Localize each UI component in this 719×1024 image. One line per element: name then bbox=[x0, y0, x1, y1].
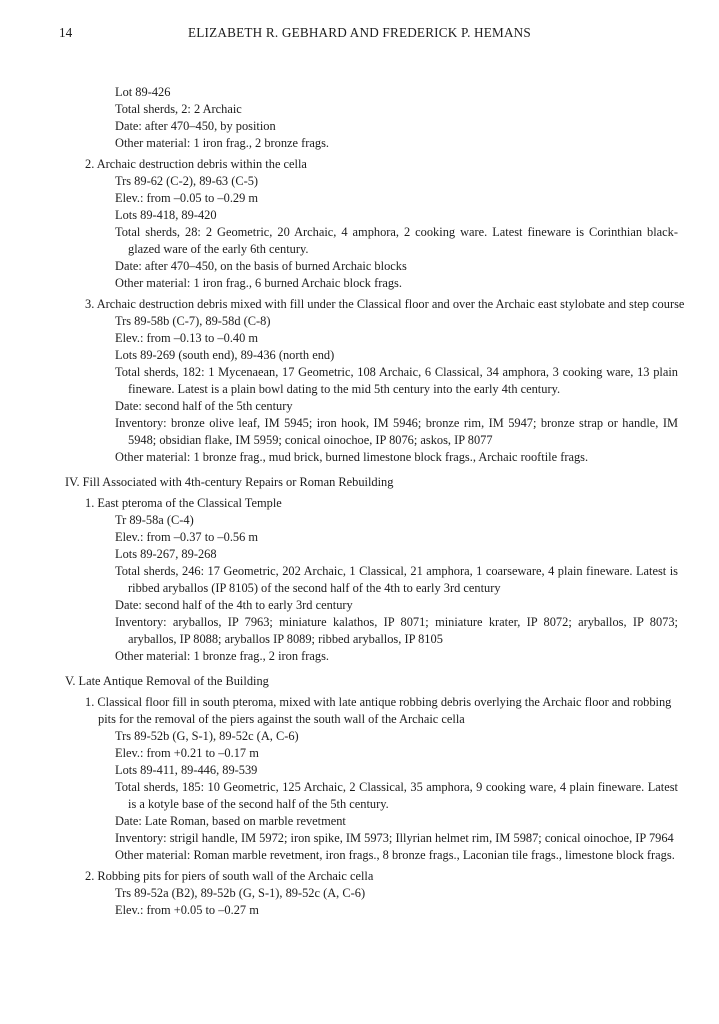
inventory-line: Inventory: bronze olive leaf, IM 5945; iron hook, IM 5946; bronze rim, IM 5947; bronze strap or handle, IM 5948; obsidian flake, IM 5959; conical oinochoe, IP 8076; askos, IP 8077 bbox=[115, 416, 678, 447]
inventory-line: Inventory: strigil handle, IM 5972; iron spike, IM 5973; Illyrian helmet rim, IM 5987; conical oinochoe, IP 7964 bbox=[115, 831, 674, 845]
lots-line: Lots 89-411, 89-446, 89-539 bbox=[115, 763, 258, 777]
inventory-line: Inventory: aryballos, IP 7963; miniature kalathos, IP 8071; miniature krater, IP 8072; aryballos, IP 8073; aryballos, IP 8088; aryballos IP 8089; ribbed aryballos, IP 8105 bbox=[115, 615, 678, 646]
trenches-line: Trs 89-52b (G, S-1), 89-52c (A, C-6) bbox=[115, 729, 299, 743]
trenches-line: Trs 89-58b (C-7), 89-58d (C-8) bbox=[115, 314, 271, 328]
date-line: Date: after 470–450, on the basis of burned Archaic blocks bbox=[115, 259, 407, 273]
elevation-line: Elev.: from –0.13 to –0.40 m bbox=[115, 331, 259, 345]
date-line: Date: second half of the 4th to early 3rd century bbox=[115, 598, 353, 612]
page-number: 14 bbox=[59, 25, 73, 40]
sherds-line: Total sherds, 246: 17 Geometric, 202 Archaic, 1 Classical, 21 amphora, 1 coarseware, 4 plain fineware. Latest is ribbed aryballos (IP 8105) of the second half of the 4th to early 3rd century bbox=[115, 564, 678, 595]
running-head: ELIZABETH R. GEBHARD AND FREDERICK P. HEMANS bbox=[188, 25, 531, 40]
subsection-heading: 2. Archaic destruction debris within the cella bbox=[85, 157, 307, 171]
lot-line: Lot 89-426 bbox=[115, 85, 171, 99]
trench-line: Tr 89-58a (C-4) bbox=[115, 513, 194, 527]
page-header bbox=[0, 25, 719, 45]
subsection-heading: 2. Robbing pits for piers of south wall of the Archaic cella bbox=[85, 869, 374, 883]
trenches-line: Trs 89-62 (C-2), 89-63 (C-5) bbox=[115, 174, 259, 188]
section-heading: IV. Fill Associated with 4th-century Repairs or Roman Rebuilding bbox=[65, 475, 394, 489]
other-material-line: Other material: 1 iron frag., 6 burned Archaic block frags. bbox=[115, 276, 402, 290]
sherds-line: Total sherds, 2: 2 Archaic bbox=[115, 102, 242, 116]
date-line: Date: after 470–450, by position bbox=[115, 119, 276, 133]
other-material-line: Other material: 1 bronze frag., 2 iron frags. bbox=[115, 649, 329, 663]
section-heading: V. Late Antique Removal of the Building bbox=[65, 674, 269, 688]
sherds-line: Total sherds, 182: 1 Mycenaean, 17 Geometric, 108 Archaic, 6 Classical, 34 amphora, 3 cooking ware, 13 plain fineware. Latest is a plain bowl dating to the mid 5th century into the early 4th century. bbox=[115, 365, 678, 396]
elevation-line: Elev.: from +0.05 to –0.27 m bbox=[115, 903, 259, 917]
trenches-line: Trs 89-52a (B2), 89-52b (G, S-1), 89-52c (A, C-6) bbox=[115, 886, 366, 900]
subsection-heading: 1. East pteroma of the Classical Temple bbox=[85, 496, 282, 510]
lots-line: Lots 89-269 (south end), 89-436 (north end) bbox=[115, 348, 335, 362]
other-material-line: Other material: 1 bronze frag., mud brick, burned limestone block frags., Archaic rooftile frags. bbox=[115, 450, 589, 464]
sherds-line: Total sherds, 28: 2 Geometric, 20 Archaic, 4 amphora, 2 cooking ware. Latest fineware is Corinthian black-glazed ware of the early 6th century. bbox=[115, 225, 678, 256]
lots-line: Lots 89-267, 89-268 bbox=[115, 547, 217, 561]
page-body bbox=[0, 84, 719, 919]
subsection-heading: 1. Classical floor fill in south pteroma, mixed with late antique robbing debris overlying the Archaic floor and robbing pits for the removal of the piers against the south wall of the Archaic cella bbox=[85, 695, 672, 726]
other-material-line: Other material: Roman marble revetment, iron frags., 8 bronze frags., Laconian tile frags., limestone block frags. bbox=[115, 848, 675, 862]
elevation-line: Elev.: from –0.37 to –0.56 m bbox=[115, 530, 259, 544]
elevation-line: Elev.: from +0.21 to –0.17 m bbox=[115, 746, 259, 760]
other-material-line: Other material: 1 iron frag., 2 bronze frags. bbox=[115, 136, 329, 150]
date-line: Date: second half of the 5th century bbox=[115, 399, 293, 413]
elevation-line: Elev.: from –0.05 to –0.29 m bbox=[115, 191, 259, 205]
lots-line: Lots 89-418, 89-420 bbox=[115, 208, 217, 222]
subsection-heading: 3. Archaic destruction debris mixed with fill under the Classical floor and over the Archaic east stylobate and step course bbox=[85, 297, 685, 311]
sherds-line: Total sherds, 185: 10 Geometric, 125 Archaic, 2 Classical, 35 amphora, 9 cooking ware, 4 plain fineware. Latest is a kotyle base of the second half of the 5th century. bbox=[115, 780, 678, 811]
date-line: Date: Late Roman, based on marble revetment bbox=[115, 814, 346, 828]
